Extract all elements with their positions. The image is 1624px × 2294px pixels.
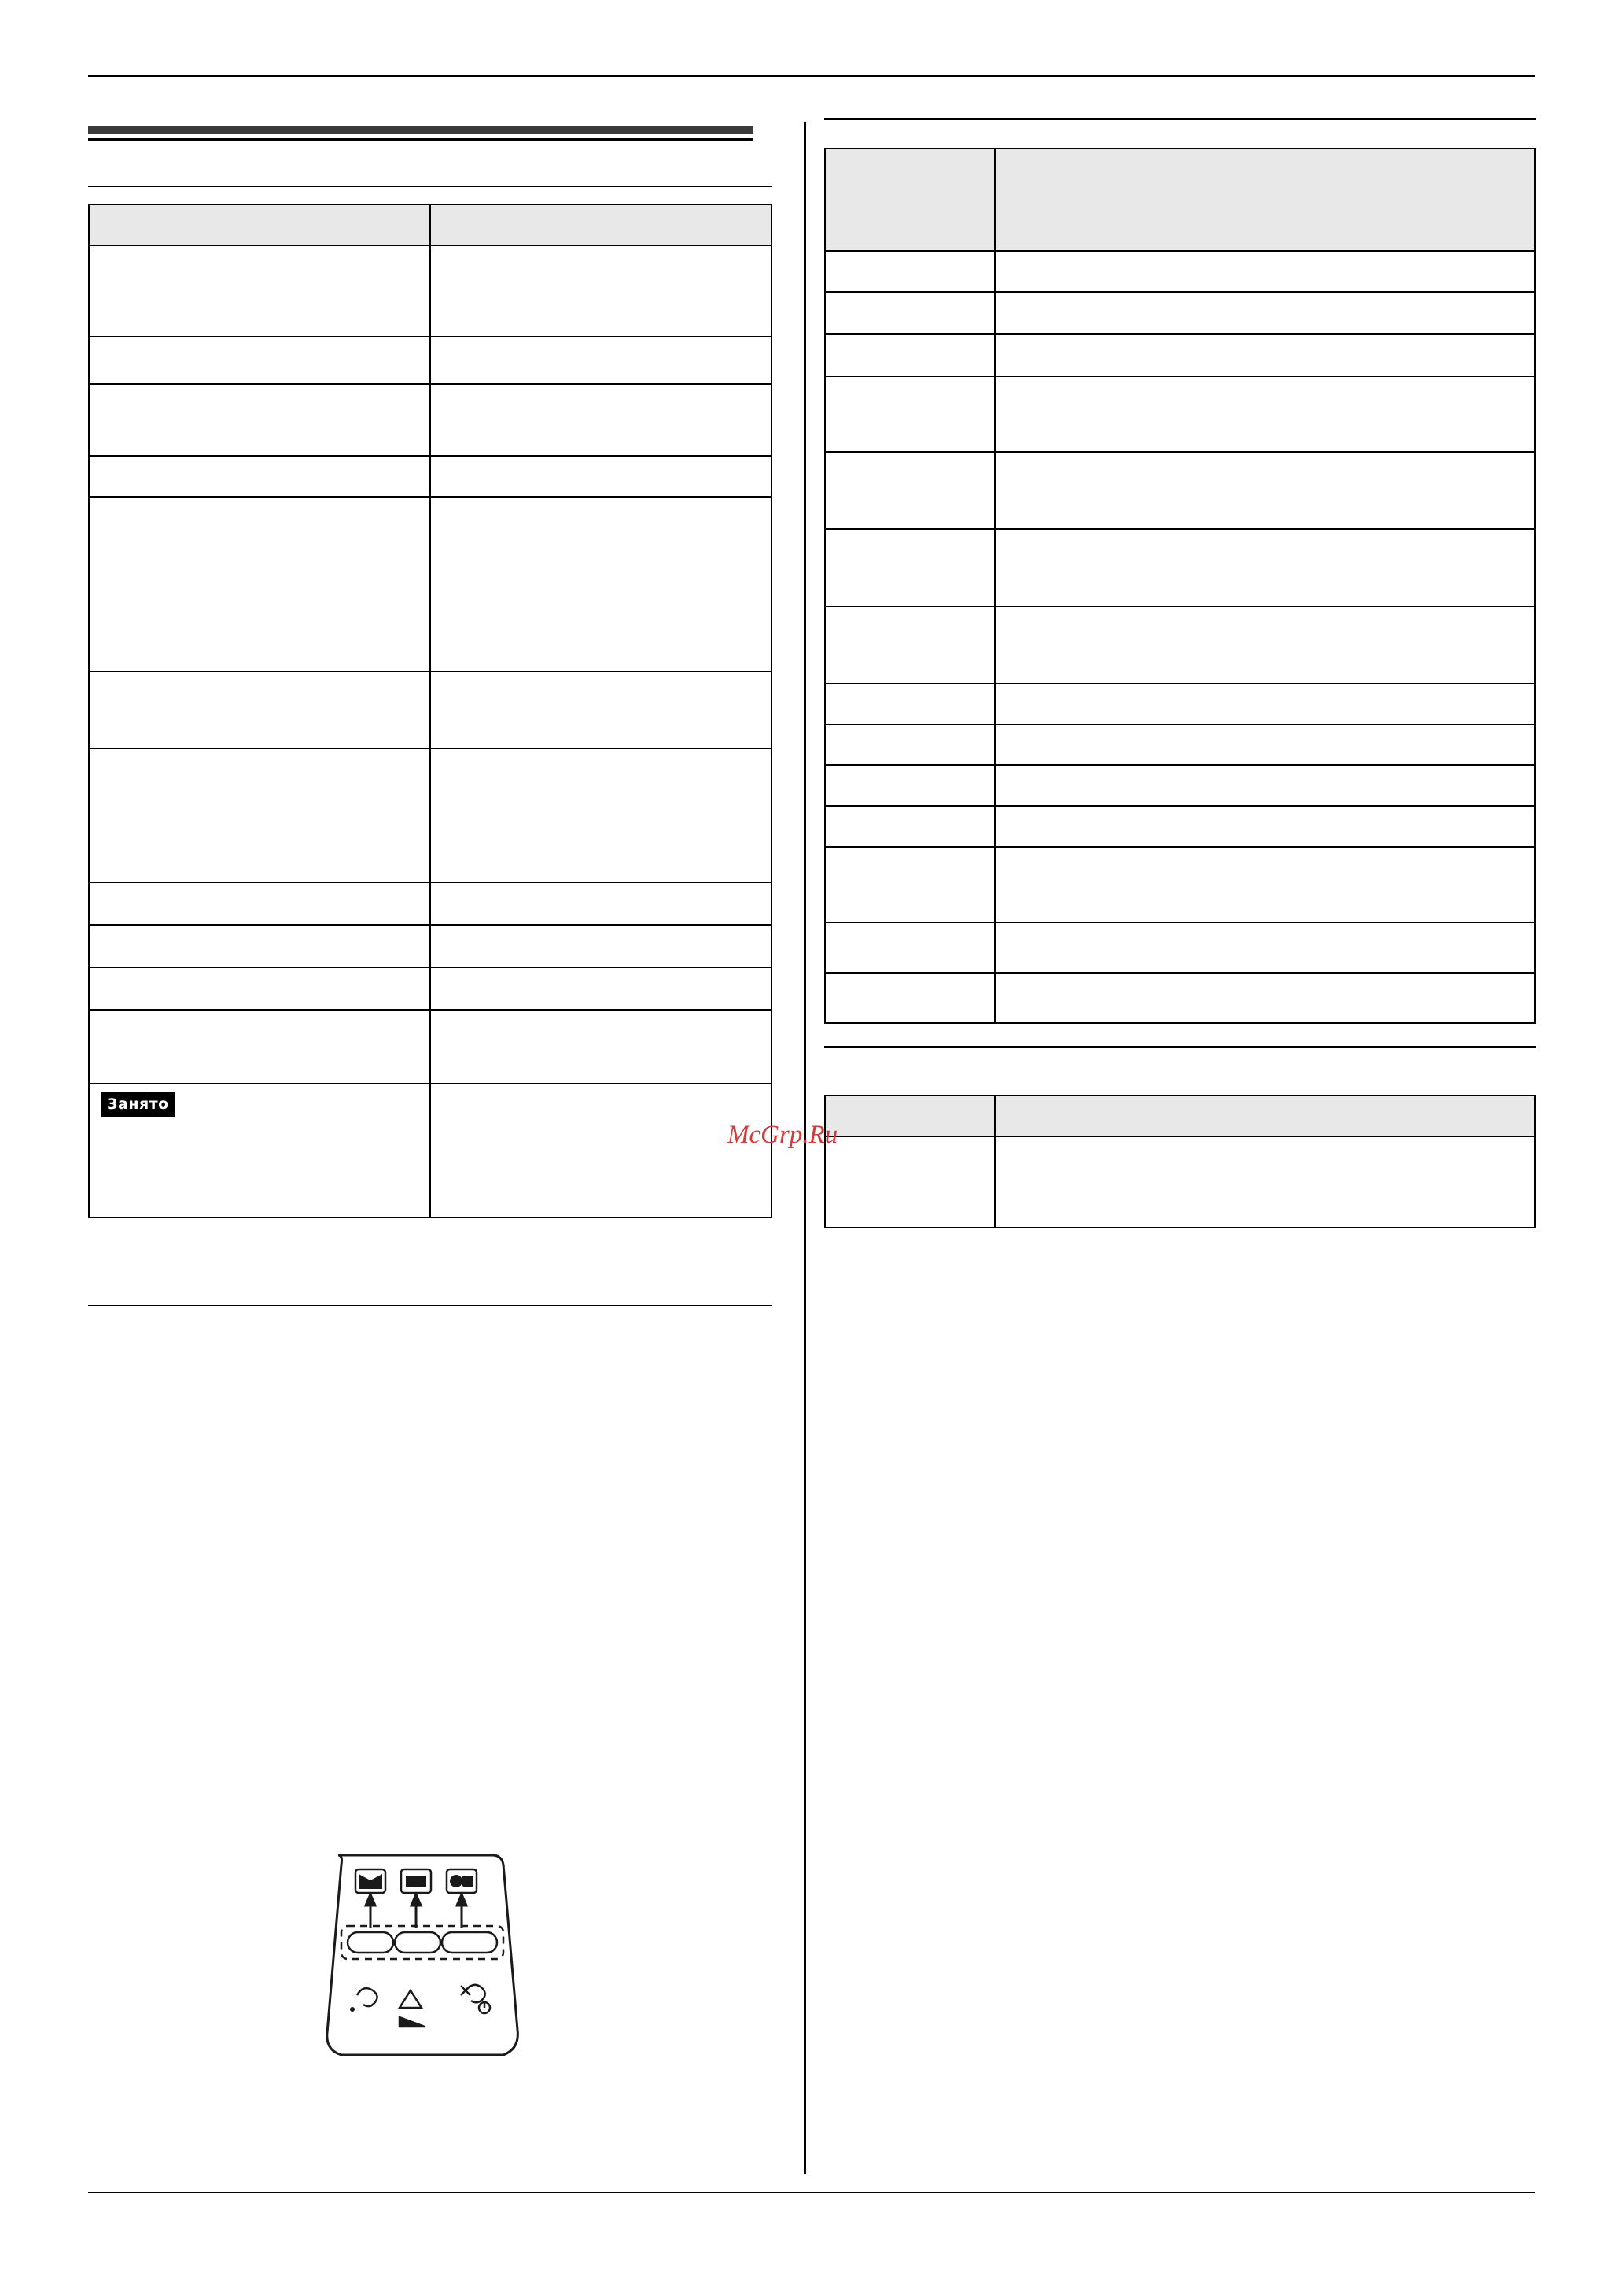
table-row — [825, 251, 1535, 292]
table-row — [825, 847, 1535, 922]
table-cell-key — [89, 497, 430, 672]
table-cell-desc — [430, 456, 771, 497]
table-row — [89, 497, 771, 672]
table-cell-key — [825, 452, 995, 529]
table-row — [825, 606, 1535, 683]
table-row — [89, 245, 771, 337]
table-cell-key — [825, 922, 995, 973]
table-cell-key — [89, 925, 430, 967]
table-cell-desc — [995, 806, 1535, 847]
heading-spacer — [88, 170, 772, 186]
left-section-rule — [88, 186, 772, 187]
left-reference-table — [88, 204, 772, 1218]
right-top-spacer — [824, 120, 1536, 148]
table-cell-key — [825, 973, 995, 1023]
table-header-row — [825, 1095, 1535, 1136]
table-cell-desc — [430, 672, 771, 749]
table-row — [89, 1084, 771, 1217]
handset-figure — [307, 1852, 543, 2064]
page-bottom-rule — [88, 2192, 1535, 2193]
table-cell-desc — [995, 1136, 1535, 1228]
table-row — [89, 337, 771, 384]
table-row — [825, 724, 1535, 765]
table-cell-key — [825, 765, 995, 806]
table-row — [825, 452, 1535, 529]
table-cell-desc — [995, 765, 1535, 806]
handset-illustration — [307, 1852, 539, 2063]
table-cell-key — [89, 456, 430, 497]
table-row — [89, 749, 771, 882]
table-cell-desc — [995, 251, 1535, 292]
table-cell-key — [825, 806, 995, 847]
table-cell-desc — [430, 749, 771, 882]
table-header-cell-2 — [430, 204, 771, 245]
table-row — [825, 377, 1535, 452]
table-row — [825, 973, 1535, 1023]
table-cell-desc — [430, 1084, 771, 1217]
table-cell-key — [825, 377, 995, 452]
table-cell-key — [825, 724, 995, 765]
table-row — [89, 456, 771, 497]
table-header-cell-1 — [825, 1095, 995, 1136]
table-cell-key — [825, 334, 995, 377]
table-row — [825, 334, 1535, 377]
table-cell-key — [825, 606, 995, 683]
table-cell-desc — [430, 384, 771, 456]
right-mid-spacer — [824, 1024, 1536, 1046]
table-cell-key — [825, 251, 995, 292]
table-row — [825, 292, 1535, 334]
table-cell-desc — [995, 847, 1535, 922]
right-mid-spacer-2 — [824, 1048, 1536, 1095]
table-cell-key — [825, 683, 995, 724]
right-reference-table — [824, 148, 1536, 1024]
left-column — [88, 126, 772, 1323]
table-cell-desc — [430, 1010, 771, 1084]
section-heading-bar-thin — [88, 138, 753, 141]
table-cell-key — [89, 882, 430, 925]
table-row — [89, 1010, 771, 1084]
softkey-buttons — [348, 1932, 497, 1953]
table-row — [825, 922, 1535, 973]
table-cell-key — [89, 672, 430, 749]
below-table-spacer — [88, 1218, 772, 1305]
table-cell-key — [89, 749, 430, 882]
table-row — [825, 529, 1535, 606]
right-column — [824, 118, 1536, 1228]
table-cell-desc — [430, 925, 771, 967]
table-row — [89, 672, 771, 749]
table-row — [89, 882, 771, 925]
table-cell-key — [89, 245, 430, 337]
table-cell-desc — [995, 683, 1535, 724]
table-row — [89, 925, 771, 967]
table-cell-desc — [430, 337, 771, 384]
table-cell-desc — [430, 497, 771, 672]
table-cell-desc — [995, 724, 1535, 765]
table-cell-key-badge — [89, 1084, 430, 1217]
table-row — [825, 1136, 1535, 1228]
figure-section-rule — [88, 1305, 772, 1306]
table-header-cell-2 — [995, 1095, 1535, 1136]
table-row — [89, 967, 771, 1010]
table-cell-key — [89, 384, 430, 456]
table-cell-desc — [430, 967, 771, 1010]
table-header-row — [89, 204, 771, 245]
figure-caption — [88, 1311, 772, 1312]
table-row — [825, 683, 1535, 724]
table-cell-desc — [995, 973, 1535, 1023]
table-cell-desc — [995, 292, 1535, 334]
section-heading — [88, 161, 772, 162]
table-cell-key — [89, 337, 430, 384]
table-row — [89, 384, 771, 456]
table-cell-key — [825, 529, 995, 606]
table-row — [825, 806, 1535, 847]
table-cell-desc — [430, 882, 771, 925]
table-cell-key — [89, 967, 430, 1010]
section-heading-bar — [88, 126, 753, 134]
table-cell-desc — [995, 922, 1535, 973]
table-header-cell-2 — [995, 149, 1535, 251]
status-badge-busy: Занято — [101, 1092, 175, 1117]
table-header-cell-1 — [825, 149, 995, 251]
table-row — [825, 765, 1535, 806]
table-cell-key — [89, 1010, 430, 1084]
table-cell-desc — [995, 529, 1535, 606]
table-header-row — [825, 149, 1535, 251]
table-cell-key — [825, 847, 995, 922]
table-header-cell-1 — [89, 204, 430, 245]
table-cell-key — [825, 1136, 995, 1228]
table-cell-desc — [995, 452, 1535, 529]
table-cell-desc — [995, 334, 1535, 377]
table-cell-desc — [995, 606, 1535, 683]
right-second-table — [824, 1095, 1536, 1228]
page-top-rule — [88, 75, 1535, 77]
left-intro-line — [88, 192, 772, 193]
table-cell-desc — [995, 377, 1535, 452]
table-cell-desc — [430, 245, 771, 337]
watermark-mcgrp: McGrp.Ru — [727, 1121, 838, 1149]
table-cell-key — [825, 292, 995, 334]
softkey-icons — [355, 1869, 477, 1893]
